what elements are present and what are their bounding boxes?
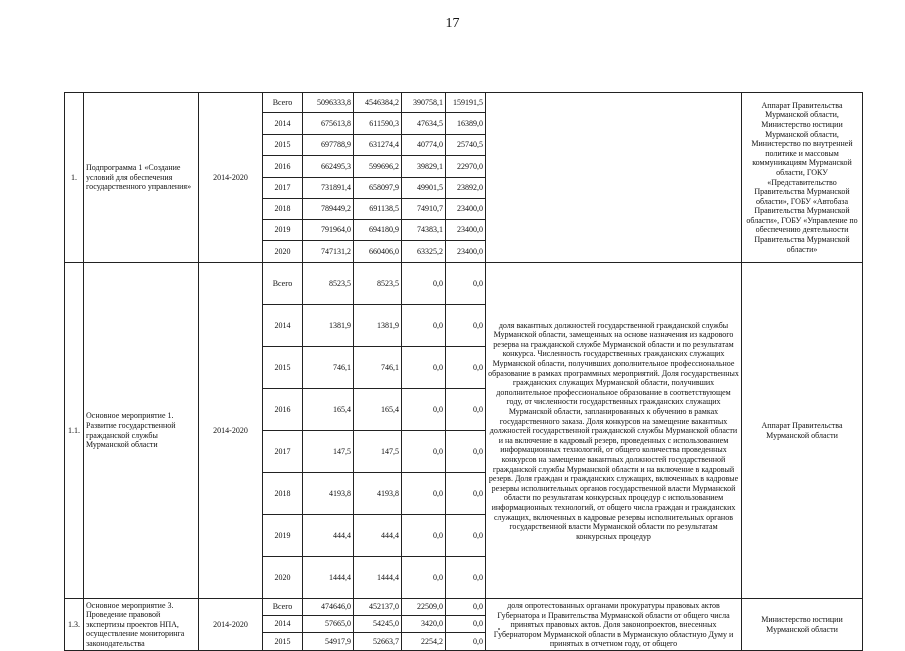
activity-name: Основное мероприятие 3. Проведение правовой экспертизы проектов НПА, осуществление мониторинга законодательства bbox=[84, 599, 199, 651]
year-cell: 2018 bbox=[263, 473, 303, 515]
other-sources-value: 0,0 bbox=[446, 431, 486, 473]
total-value: 8523,5 bbox=[303, 263, 354, 305]
total-value: 444,4 bbox=[303, 515, 354, 557]
federal-budget-value: 74910,7 bbox=[402, 199, 446, 220]
total-value: 697788,9 bbox=[303, 135, 354, 156]
other-sources-value: 16389,0 bbox=[446, 113, 486, 135]
federal-budget-value: 0,0 bbox=[402, 431, 446, 473]
federal-budget-value: 22509,0 bbox=[402, 599, 446, 616]
period-cell: 2014-2020 bbox=[199, 263, 263, 599]
federal-budget-value: 39829,1 bbox=[402, 156, 446, 178]
regional-budget-value: 691138,5 bbox=[354, 199, 402, 220]
regional-budget-value: 746,1 bbox=[354, 347, 402, 389]
other-sources-value: 23400,0 bbox=[446, 220, 486, 241]
year-cell: 2014 bbox=[263, 305, 303, 347]
responsible-cell: Аппарат Правительства Мурманской области bbox=[742, 263, 863, 599]
federal-budget-value: 0,0 bbox=[402, 263, 446, 305]
activity-name: Основное мероприятие 1. Развитие государственной гражданской службы Мурманской области bbox=[84, 263, 199, 599]
regional-budget-value: 165,4 bbox=[354, 389, 402, 431]
responsible-cell: Министерство юстиции Мурманской области bbox=[742, 599, 863, 651]
total-value: 746,1 bbox=[303, 347, 354, 389]
activity-name: Подпрограмма 1 «Создание условий для обеспечения государственного управления» bbox=[84, 93, 199, 263]
federal-budget-value: 0,0 bbox=[402, 347, 446, 389]
total-value: 54917,9 bbox=[303, 633, 354, 651]
total-value: 147,5 bbox=[303, 431, 354, 473]
table-row bbox=[65, 263, 863, 305]
regional-budget-value: 4546384,2 bbox=[354, 93, 402, 113]
federal-budget-value: 0,0 bbox=[402, 473, 446, 515]
other-sources-value: 159191,5 bbox=[446, 93, 486, 113]
total-value: 57665,0 bbox=[303, 616, 354, 633]
other-sources-value: 25740,5 bbox=[446, 135, 486, 156]
responsible-cell: Аппарат Правительства Мурманской области, Министерство юстиции Мурманской области, Министерство по внутренней политике и массовым коммуникациям Мурманской области, ГОКУ «Представительство Правительства Мурманской области», ГОБУ «Автобаза Правительства Мурманской области», ГОБУ «Управление по обеспечению деятельности Правительства Мурманской области» bbox=[742, 93, 863, 263]
year-cell: 2015 bbox=[263, 633, 303, 651]
other-sources-value: 0,0 bbox=[446, 599, 486, 616]
indicators-cell bbox=[486, 599, 742, 651]
other-sources-value: 23400,0 bbox=[446, 199, 486, 220]
federal-budget-value: 3420,0 bbox=[402, 616, 446, 633]
scan-speck bbox=[498, 628, 500, 630]
period-cell: 2014-2020 bbox=[199, 599, 263, 651]
federal-budget-value: 49901,5 bbox=[402, 178, 446, 199]
total-value: 165,4 bbox=[303, 389, 354, 431]
indicators-text: доля опротестованных органами прокуратуры правовых актов Губернатора и Правительства Мурманской области от общего числа принятых правовых актов. Доля законопроектов, внесенных Губернатором Мурманской области в Мурманскую областную Думу и принятых в отчетном году, от общего bbox=[493, 601, 734, 649]
federal-budget-value: 390758,1 bbox=[402, 93, 446, 113]
regional-budget-value: 611590,3 bbox=[354, 113, 402, 135]
regional-budget-value: 631274,4 bbox=[354, 135, 402, 156]
other-sources-value: 22970,0 bbox=[446, 156, 486, 178]
regional-budget-value: 599696,2 bbox=[354, 156, 402, 178]
other-sources-value: 0,0 bbox=[446, 347, 486, 389]
year-cell: 2020 bbox=[263, 557, 303, 599]
indicators-cell bbox=[486, 263, 742, 599]
total-value: 791964,0 bbox=[303, 220, 354, 241]
year-cell: Всего bbox=[263, 599, 303, 616]
federal-budget-value: 2254,2 bbox=[402, 633, 446, 651]
federal-budget-value: 74383,1 bbox=[402, 220, 446, 241]
year-cell: 2019 bbox=[263, 515, 303, 557]
total-value: 1444,4 bbox=[303, 557, 354, 599]
total-value: 1381,9 bbox=[303, 305, 354, 347]
period-cell: 2014-2020 bbox=[199, 93, 263, 263]
year-cell: 2015 bbox=[263, 135, 303, 156]
year-cell: 2019 bbox=[263, 220, 303, 241]
page-number: 17 bbox=[445, 16, 460, 31]
regional-budget-value: 444,4 bbox=[354, 515, 402, 557]
year-cell: Всего bbox=[263, 93, 303, 113]
regional-budget-value: 660406,0 bbox=[354, 241, 402, 263]
federal-budget-value: 0,0 bbox=[402, 389, 446, 431]
total-value: 5096333,8 bbox=[303, 93, 354, 113]
other-sources-value: 0,0 bbox=[446, 557, 486, 599]
other-sources-value: 0,0 bbox=[446, 473, 486, 515]
year-cell: 2020 bbox=[263, 241, 303, 263]
year-cell: 2018 bbox=[263, 199, 303, 220]
table-row bbox=[65, 93, 863, 113]
total-value: 731891,4 bbox=[303, 178, 354, 199]
regional-budget-value: 52663,7 bbox=[354, 633, 402, 651]
other-sources-value: 0,0 bbox=[446, 263, 486, 305]
regional-budget-value: 147,5 bbox=[354, 431, 402, 473]
total-value: 662495,3 bbox=[303, 156, 354, 178]
other-sources-value: 0,0 bbox=[446, 515, 486, 557]
other-sources-value: 0,0 bbox=[446, 305, 486, 347]
federal-budget-value: 0,0 bbox=[402, 305, 446, 347]
federal-budget-value: 40774,0 bbox=[402, 135, 446, 156]
federal-budget-value: 0,0 bbox=[402, 557, 446, 599]
row-number: 1.1. bbox=[65, 263, 84, 599]
year-cell: 2017 bbox=[263, 178, 303, 199]
table-body bbox=[65, 93, 863, 651]
total-value: 675613,8 bbox=[303, 113, 354, 135]
regional-budget-value: 4193,8 bbox=[354, 473, 402, 515]
year-cell: 2015 bbox=[263, 347, 303, 389]
other-sources-value: 0,0 bbox=[446, 389, 486, 431]
year-cell: 2014 bbox=[263, 616, 303, 633]
regional-budget-value: 694180,9 bbox=[354, 220, 402, 241]
indicators-text bbox=[488, 177, 739, 178]
total-value: 4193,8 bbox=[303, 473, 354, 515]
program-table bbox=[64, 92, 863, 651]
year-cell: 2016 bbox=[263, 389, 303, 431]
federal-budget-value: 63325,2 bbox=[402, 241, 446, 263]
regional-budget-value: 54245,0 bbox=[354, 616, 402, 633]
federal-budget-value: 47634,5 bbox=[402, 113, 446, 135]
year-cell: 2017 bbox=[263, 431, 303, 473]
other-sources-value: 23400,0 bbox=[446, 241, 486, 263]
total-value: 474646,0 bbox=[303, 599, 354, 616]
total-value: 747131,2 bbox=[303, 241, 354, 263]
regional-budget-value: 1381,9 bbox=[354, 305, 402, 347]
indicators-cell bbox=[486, 93, 742, 263]
indicators-text: доля вакантных должностей государственной гражданской службы Мурманской области, замещенных на основе назначения из кадрового резерва на гражданской службе Мурманской области и по результатам конкурса. Численность государственных гражданских служащих Мурманской области, получивших дополнительное профессиональное образование в рамках программных мероприятий. Доля государственных гражданских служащих Мурманской области, получивших дополнительное профессиональное образование в соответствующем году, от численности государственных гражданских служащих Мурманской области, запланированных к обучению в рамках государственного заказа. Доля конкурсов на замещение вакантных должностей государственной гражданской службы Мурманской области и на включение в кадровый резерв, проведенных с использованием информационных технологий, от общего количества проведенных конкурсов на замещение вакантных должностей государственной гражданской службы Мурманской области и на включение в кадровый резерв. Доля граждан и гражданских служащих, включенных в кадровые резервы исполнительных органов государственной власти Мурманской области по результатам конкурсных процедур с использованием информационных технологий, от общего числа граждан и гражданских служащих, включенных в кадровые резервы исполнительных органов государственной власти Мурманской области по результатам конкурсных процедур bbox=[488, 320, 739, 541]
regional-budget-value: 658097,9 bbox=[354, 178, 402, 199]
other-sources-value: 0,0 bbox=[446, 616, 486, 633]
year-cell: Всего bbox=[263, 263, 303, 305]
year-cell: 2016 bbox=[263, 156, 303, 178]
year-cell: 2014 bbox=[263, 113, 303, 135]
total-value: 789449,2 bbox=[303, 199, 354, 220]
regional-budget-value: 1444,4 bbox=[354, 557, 402, 599]
table-row bbox=[65, 599, 863, 616]
other-sources-value: 23892,0 bbox=[446, 178, 486, 199]
other-sources-value: 0,0 bbox=[446, 633, 486, 651]
row-number: 1.3. bbox=[65, 599, 84, 651]
regional-budget-value: 8523,5 bbox=[354, 263, 402, 305]
federal-budget-value: 0,0 bbox=[402, 515, 446, 557]
row-number: 1. bbox=[65, 93, 84, 263]
regional-budget-value: 452137,0 bbox=[354, 599, 402, 616]
